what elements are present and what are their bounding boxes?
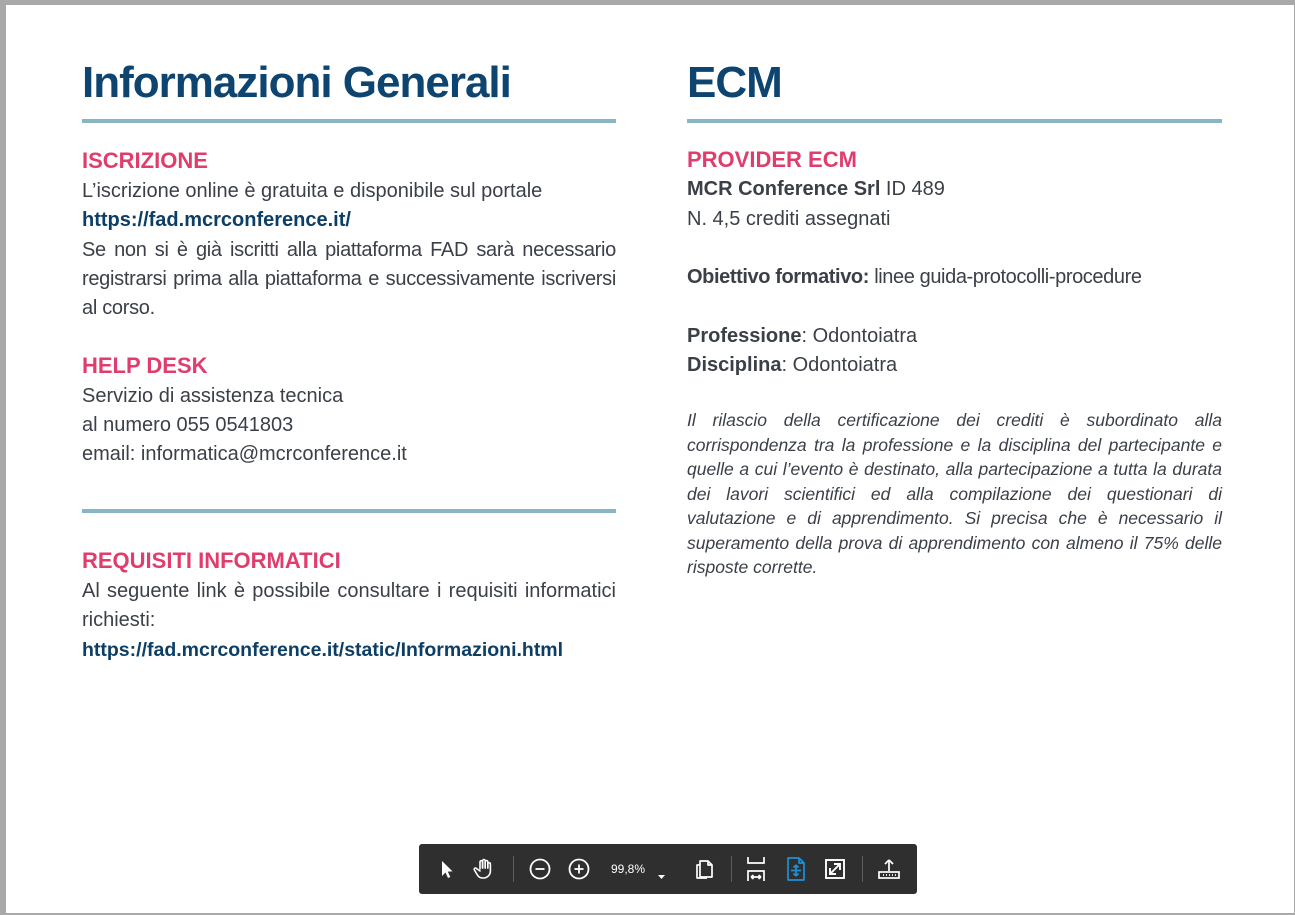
iscrizione-portal-link[interactable]: https://fad.mcrconference.it/ [82, 209, 351, 231]
requisiti-text: Al seguente link è possibile consultare i requisiti informatici richiesti: [82, 580, 616, 631]
requisiti-link[interactable]: https://fad.mcrconference.it/static/Informazioni.html [82, 639, 564, 661]
title-divider [687, 119, 1222, 123]
pdf-page [6, 5, 1294, 913]
ecm-certification-note: Il rilascio della certificazione dei crediti è subordinato alla corrispondenza tra la professione e la disciplina del partecipante e quelle a cui l’evento è destinato, alla partecipazione a tutta la durata dei lavori scientifici ed alla compilazione dei questionari di valutazione e di apprendimento. Si precisa che è necessario il superamento della prova di apprendimento con almeno il 75% delle risposte corrette. [687, 410, 1222, 577]
disciplina-label: Disciplina [687, 354, 782, 376]
zoom-out-icon[interactable] [525, 854, 555, 884]
zoom-dropdown-icon[interactable] [657, 865, 666, 884]
zoom-level[interactable]: 99,8% [611, 862, 646, 876]
page-thumbnails-icon[interactable] [689, 854, 719, 884]
obiettivo-line [687, 263, 1222, 292]
provider-id: ID 489 [880, 178, 945, 200]
toolbar-divider [862, 856, 863, 882]
helpdesk-phone: al numero 055 0541803 [82, 414, 294, 436]
section-heading-provider: PROVIDER ECM [687, 147, 857, 172]
section-divider [82, 509, 616, 513]
iscrizione-instructions: Se non si è già iscritti alla piattaforma FAD sarà necessario registrarsi prima alla piattaforma e successivamente iscriversi al corso. [82, 239, 616, 319]
toolbar-divider [513, 856, 514, 882]
professione-value: : Odontoiatra [801, 325, 918, 347]
section-heading-iscrizione: ISCRIZIONE [82, 148, 208, 173]
helpdesk-email: email: informatica@mcrconference.it [82, 443, 407, 465]
provider-name: MCR Conference Srl [687, 178, 881, 200]
helpdesk-line-1: Servizio di assistenza tecnica [82, 385, 344, 407]
select-cursor-icon[interactable] [432, 854, 462, 884]
page-title-ecm: ECM [687, 58, 782, 107]
provider-line [687, 175, 1222, 204]
hand-tool-icon[interactable] [469, 854, 499, 884]
obiettivo-value: linee guida-protocolli-procedure [874, 266, 1142, 288]
page-title-informazioni: Informazioni Generali [82, 58, 511, 107]
export-icon[interactable] [874, 854, 904, 884]
obiettivo-label: Obiettivo formativo: [687, 266, 870, 288]
professione-label: Professione [687, 325, 802, 347]
pdf-toolbar [419, 844, 917, 894]
fullscreen-icon[interactable] [820, 854, 850, 884]
fit-width-icon[interactable] [741, 854, 771, 884]
toolbar-divider [731, 856, 732, 882]
section-heading-helpdesk: HELP DESK [82, 353, 208, 378]
title-divider [82, 119, 616, 123]
zoom-in-icon[interactable] [564, 854, 594, 884]
disciplina-line [687, 351, 1222, 380]
iscrizione-text-line: L’iscrizione online è gratuita e disponibile sul portale [82, 180, 543, 202]
section-heading-requisiti: REQUISITI INFORMATICI [82, 548, 341, 573]
professione-line [687, 322, 1222, 351]
provider-credits: N. 4,5 crediti assegnati [687, 208, 891, 230]
disciplina-value: : Odontoiatra [781, 354, 898, 376]
fit-page-icon[interactable] [781, 854, 811, 884]
